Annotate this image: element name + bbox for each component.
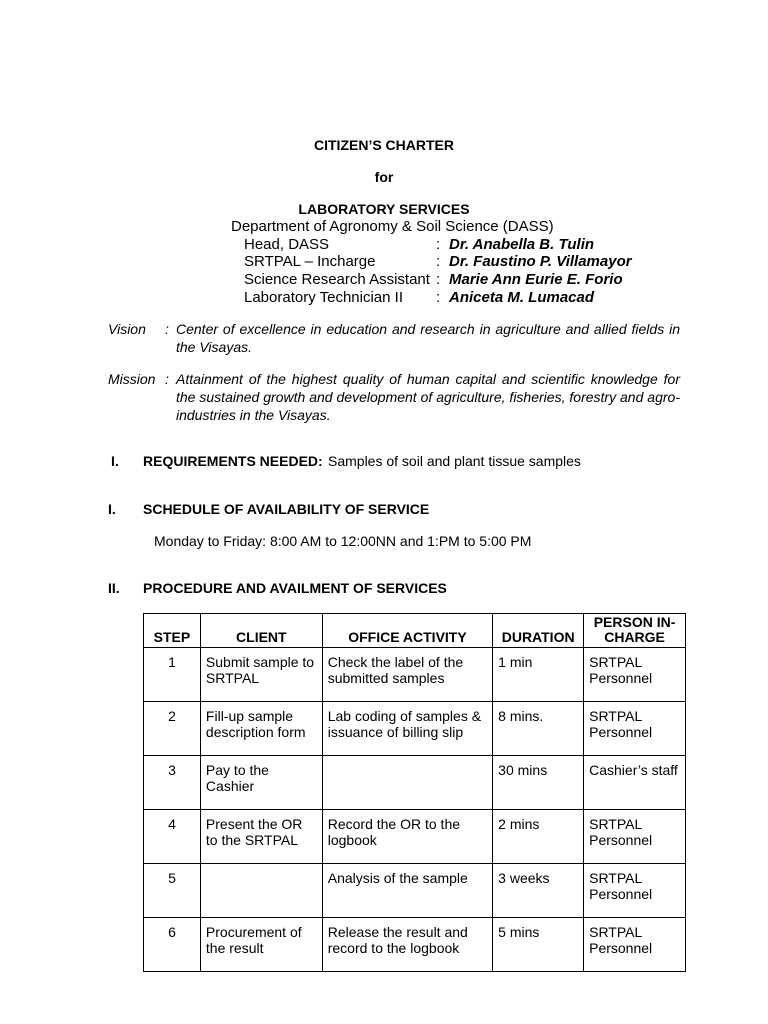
staff-name: Dr. Faustino P. Villamayor [449,253,632,270]
section-number: I. [111,453,119,469]
staff-role: Laboratory Technician II [244,289,403,306]
vision-statement: Vision : Center of excellence in education and research in agriculture and allied fields in the Visayas. [108,321,680,355]
duration-cell: 3 weeks [493,864,584,918]
table-row [144,810,686,864]
staff-role: Head, DASS [244,236,330,253]
table-row [144,918,686,972]
table-row [144,648,686,702]
person-cell: SRTPAL Personnel [584,702,686,756]
title-for: for [374,169,394,185]
section-title: SCHEDULE OF AVAILABILITY OF SERVICE [143,501,430,517]
table-header-row [144,614,686,648]
client-cell: Submit sample to SRTPAL [200,648,322,702]
person-cell: SRTPAL Personnel [584,648,686,702]
staff-role: Science Research Assistant [244,271,430,288]
table-row [144,864,686,918]
duration-cell: 1 min [493,648,584,702]
person-cell: Cashier’s staff [584,756,686,810]
step-cell: 2 [144,702,201,756]
person-cell: SRTPAL Personnel [584,864,686,918]
table-row [144,702,686,756]
activity-cell: Check the label of the submitted samples [322,648,492,702]
step-cell: 5 [144,864,201,918]
client-cell [200,864,322,918]
header-client: CLIENT [200,614,322,648]
mission-label: Mission [108,371,156,387]
staff-role: SRTPAL – Incharge [244,253,376,270]
duration-cell: 2 mins [493,810,584,864]
section-number: I. [108,501,116,517]
person-cell: SRTPAL Personnel [584,918,686,972]
vision-label: Vision [108,321,146,337]
document-title: CITIZEN’S CHARTER [314,137,454,153]
duration-cell: 8 mins. [493,702,584,756]
client-cell: Procurement of the result [200,918,322,972]
person-cell: SRTPAL Personnel [584,810,686,864]
header-duration: DURATION [493,614,584,648]
duration-cell: 30 mins [493,756,584,810]
section-title: PROCEDURE AND AVAILMENT OF SERVICES [143,580,447,596]
header-person-in-charge: PERSON IN-CHARGE [584,614,686,648]
activity-cell [322,756,492,810]
staff-name: Aniceta M. Lumacad [449,289,595,306]
section-title: REQUIREMENTS NEEDED: [143,453,323,469]
table-row [144,756,686,810]
procedure-table [143,613,686,972]
requirements-text: Samples of soil and plant tissue samples [328,453,581,469]
step-cell: 6 [144,918,201,972]
staff-name: Dr. Anabella B. Tulin [449,236,595,253]
department-name: Department of Agronomy & Soil Science (DASS) [231,218,554,235]
client-cell: Fill-up sample description form [200,702,322,756]
duration-cell: 5 mins [493,918,584,972]
step-cell: 4 [144,810,201,864]
vision-text: Center of excellence in education and research in agriculture and allied fields in the Visayas. [176,321,680,355]
section-number: II. [108,580,120,596]
mission-statement: Mission : Attainment of the highest quality of human capital and scientific knowledge for the sustained growth and development of agriculture, fisheries, forestry and agro-industries in the Visayas. [108,371,680,423]
activity-cell: Analysis of the sample [322,864,492,918]
schedule-text: Monday to Friday: 8:00 AM to 12:00NN and 1:PM to 5:00 PM [154,533,532,549]
header-step: STEP [144,614,201,648]
mission-text: Attainment of the highest quality of human capital and scientific knowledge for the sustained growth and development of agriculture, fisheries, forestry and agro-industries in the Visayas. [176,371,680,423]
activity-cell: Record the OR to the logbook [322,810,492,864]
activity-cell: Lab coding of samples & issuance of billing slip [322,702,492,756]
header-office-activity: OFFICE ACTIVITY [322,614,492,648]
client-cell: Present the OR to the SRTPAL [200,810,322,864]
staff-name: Marie Ann Eurie E. Forio [449,271,623,288]
client-cell: Pay to the Cashier [200,756,322,810]
activity-cell: Release the result and record to the logbook [322,918,492,972]
document-subtitle: LABORATORY SERVICES [298,201,470,217]
step-cell: 3 [144,756,201,810]
step-cell: 1 [144,648,201,702]
